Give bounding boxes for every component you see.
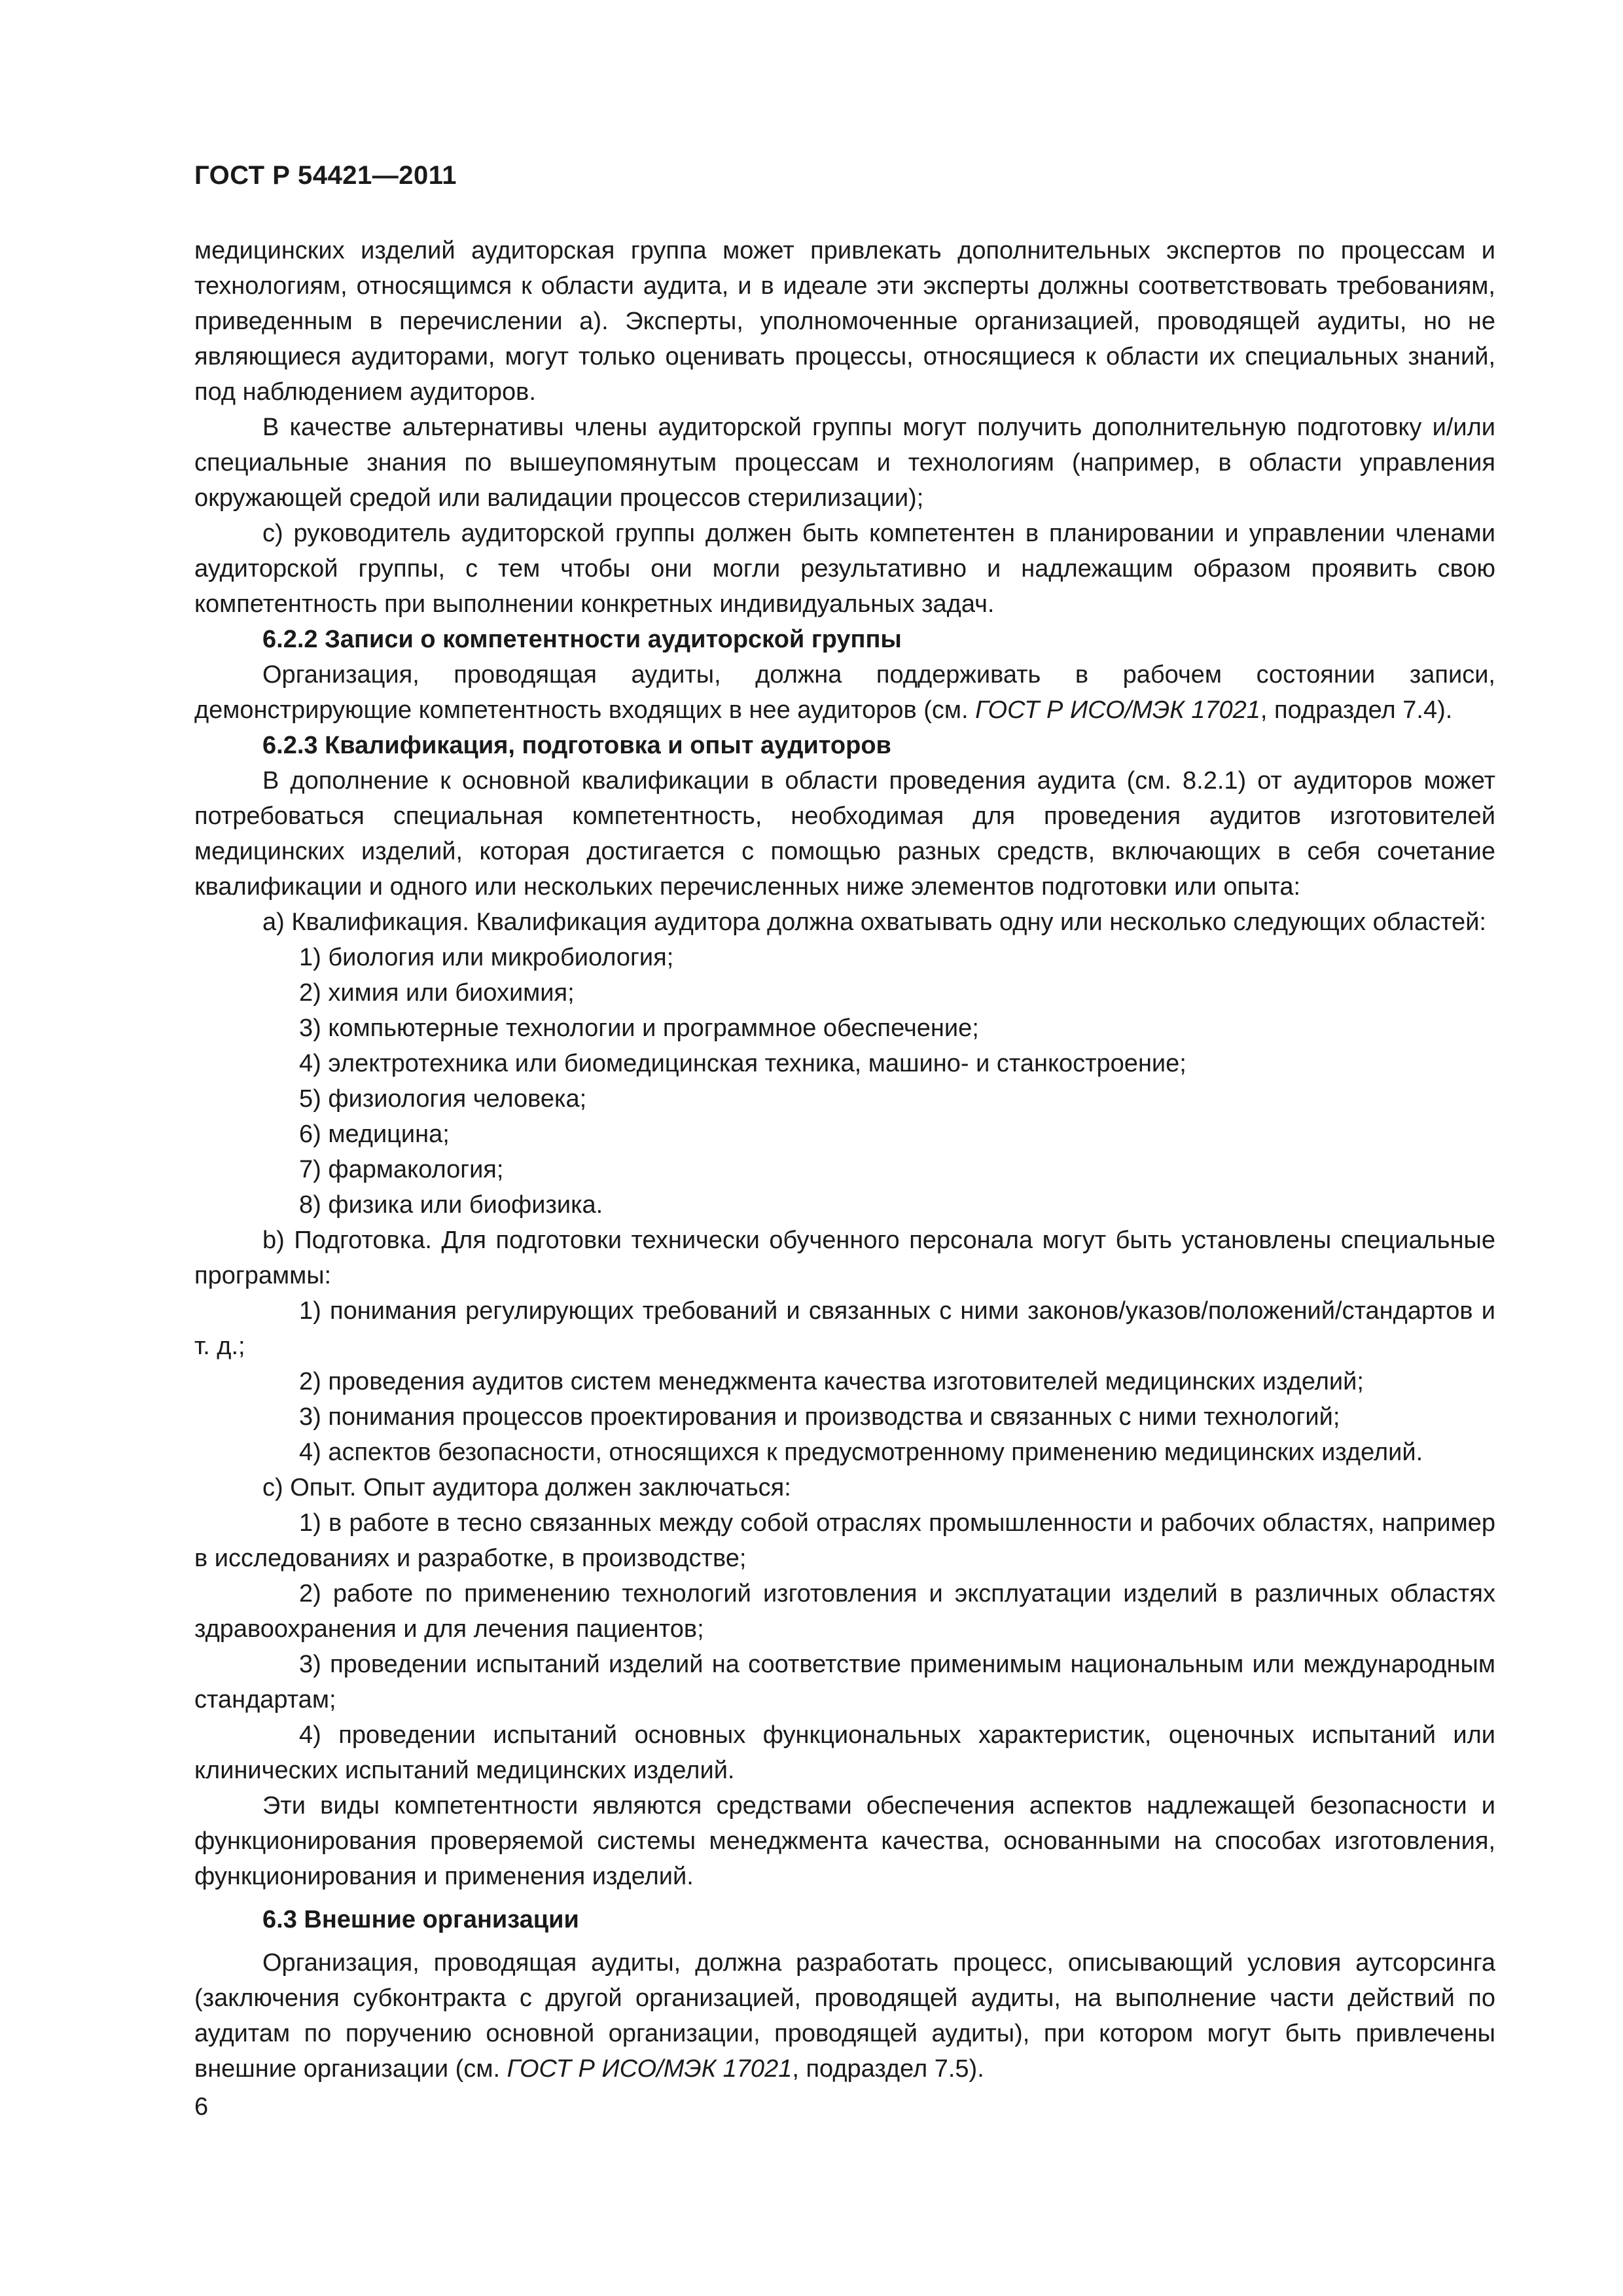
paragraph-competence-summary: Эти виды компетентности являются средствами обеспечения аспектов надлежащей безопасности и функционирования проверяемой системы менеджмента качества, основанными на способах изготовления, функционирования и применения изделий. — [194, 1792, 1495, 1890]
page-number: 6 — [194, 2093, 209, 2121]
paragraph-qualification-intro: В дополнение к основной квалификации в области проведения аудита (см. 8.2.1) от аудиторов может потребоваться специальная компетентность, необходимая для проведения аудитов изготовителей медицинских изделий, которая достигается с помощью разных средств, включающих в себя сочетание квалификации и одного или нескольких перечисленных ниже элементов подготовки или опыта: — [194, 767, 1495, 901]
list-item: 3) компьютерные технологии и программное обеспечение; — [299, 1014, 979, 1042]
list-item: 2) проведения аудитов систем менеджмента качества изготовителей медицинских изделий; — [299, 1368, 1364, 1395]
paragraph-records: Организация, проводящая аудиты, должна поддерживать в рабочем состоянии записи, демонстрирующие компетентность входящих в нее аудиторов (см. ГОСТ Р ИСО/МЭК 17021, подраздел 7.4). — [194, 661, 1495, 724]
list-item: 5) физиология человека; — [299, 1085, 587, 1113]
section-heading-6-2-3: 6.2.3 Квалификация, подготовка и опыт аудиторов — [262, 732, 891, 759]
list-item: 7) фармакология; — [299, 1156, 504, 1183]
list-item: 4) проведении испытаний основных функциональных характеристик, оценочных испытаний или клинических испытаний медицинских изделий. — [194, 1721, 1495, 1784]
section-heading-6-3: 6.3 Внешние организации — [262, 1906, 579, 1933]
paragraph-item-c-experience: с) Опыт. Опыт аудитора должен заключаться: — [262, 1474, 791, 1501]
standard-reference: ГОСТ Р ИСО/МЭК 17021 — [975, 696, 1260, 724]
list-item: 1) понимания регулирующих требований и связанных с ними законов/указов/положений/стандартов и т. д.; — [194, 1297, 1495, 1360]
list-item: 3) понимания процессов проектирования и производства и связанных с ними технологий; — [299, 1403, 1340, 1431]
section-heading-6-2-2: 6.2.2 Записи о компетентности аудиторской группы — [262, 626, 902, 653]
paragraph-alternative: В качестве альтернативы члены аудиторской группы могут получить дополнительную подготовку и/или специальные знания по вышеупомянутым процессам и технологиям (например, в области управления окружающей средой или валидации процессов стерилизации); — [194, 414, 1495, 512]
paragraph-external-orgs: Организация, проводящая аудиты, должна разработать процесс, описывающий условия аутсорсинга (заключения субконтракта с другой организацией, проводящей аудиты, на выполнение части действий по аудитам по поручению основной организации, проводящей аудиты), при котором могут быть привлечены внешние организации (см. ГОСТ Р ИСО/МЭК 17021, подраздел 7.5). — [194, 1949, 1495, 2083]
list-item: 1) биология или микробиология; — [299, 944, 674, 971]
list-item: 4) электротехника или биомедицинская техника, машино- и станкостроение; — [299, 1050, 1186, 1077]
list-item: 1) в работе в тесно связанных между собой отраслях промышленности и рабочих областях, например в исследованиях и разработке, в производстве; — [194, 1509, 1495, 1572]
paragraph-item-b: b) Подготовка. Для подготовки технически обученного персонала могут быть установлены специальные программы: — [194, 1227, 1495, 1289]
document-header: ГОСТ Р 54421—2011 — [194, 161, 457, 190]
list-item: 4) аспектов безопасности, относящихся к предусмотренному применению медицинских изделий. — [299, 1439, 1423, 1466]
list-item: 3) проведении испытаний изделий на соответствие применимым национальным или международным стандартам; — [194, 1651, 1495, 1713]
standard-reference: ГОСТ Р ИСО/МЭК 17021 — [507, 2055, 793, 2083]
list-item: 8) физика или биофизика. — [299, 1191, 603, 1219]
paragraph-item-a: а) Квалификация. Квалификация аудитора должна охватывать одну или несколько следующих областей: — [262, 908, 1486, 936]
document-body — [194, 233, 1495, 2087]
list-item: 2) химия или биохимия; — [299, 979, 575, 1007]
paragraph-item-c: с) руководитель аудиторской группы должен быть компетентен в планировании и управлении членами аудиторской группы, с тем чтобы они могли результативно и надлежащим образом проявить свою компетентность при выполнении конкретных индивидуальных задач. — [194, 520, 1495, 618]
list-item: 2) работе по применению технологий изготовления и эксплуатации изделий в различных областях здравоохранения и для лечения пациентов; — [194, 1580, 1495, 1643]
paragraph-continuation: медицинских изделий аудиторская группа может привлекать дополнительных экспертов по процессам и технологиям, относящимся к области аудита, и в идеале эти эксперты должны соответствовать требованиям, приведенным в перечислении а). Эксперты, уполномоченные организацией, проводящей аудиты, но не являющиеся аудиторами, могут только оценивать процессы, относящиеся к области их специальных знаний, под наблюдением аудиторов. — [194, 237, 1495, 406]
list-item: 6) медицина; — [299, 1121, 450, 1148]
